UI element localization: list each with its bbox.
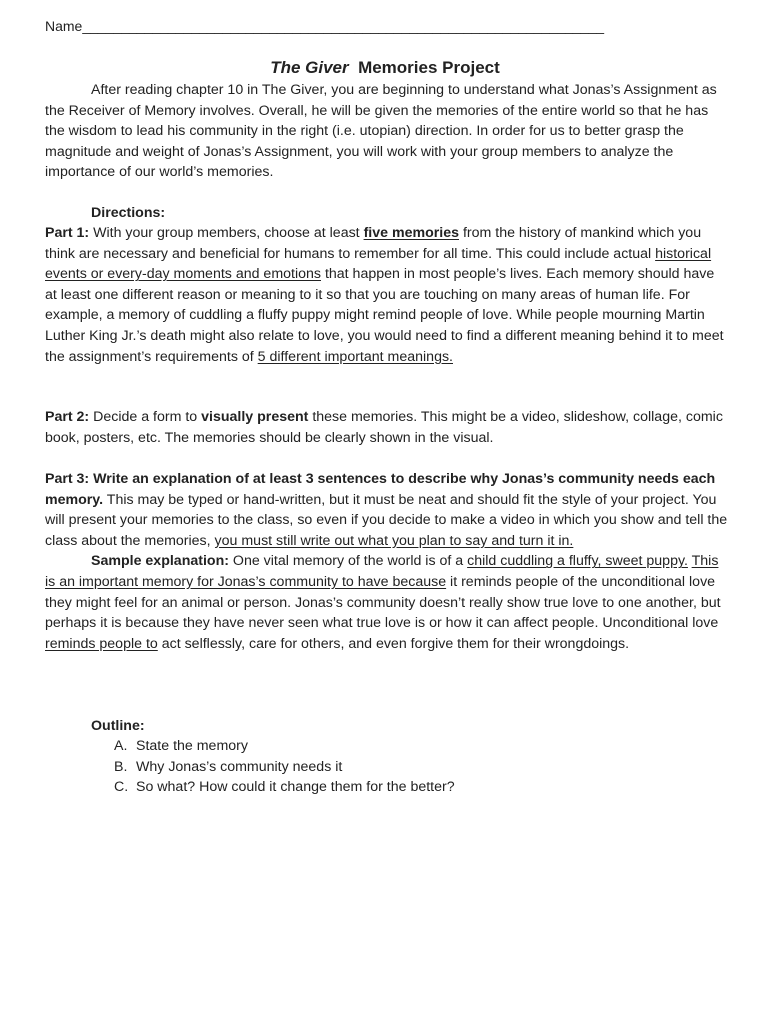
five-memories: five memories	[363, 225, 459, 241]
name-field[interactable]	[45, 18, 604, 34]
part2-label: Part 2:	[45, 409, 90, 425]
list-item: C. So what? How could it change them for the better?	[114, 779, 455, 796]
title-rest: Memories Project	[358, 58, 500, 77]
outline-heading: Outline:	[91, 718, 145, 734]
list-item: B. Why Jonas’s community needs it	[114, 758, 343, 775]
list-item: A. State the memory	[114, 738, 248, 755]
intro-paragraph: After reading chapter 10 in The Giver, you are beginning to understand what Jonas’s Assignment as the Receiver of Memory involves. Overall, he will be given the memories of the entire world so that he has the wisdom to lead his community in the right (i.e. utopian) direction. In order for us to better grasp the magnitude and weight of Jonas’s Assignment, you will work with your group members to analyze the importance of our world’s memories.	[45, 82, 717, 181]
name-label: Name	[45, 18, 83, 34]
part3-label: Part 3: Write an explanation of at least 3 sentences to describe why Jonas’s community needs each memory.	[45, 471, 716, 508]
page-title	[0, 58, 770, 78]
sample-label: Sample explanation:	[91, 553, 229, 570]
name-blank: ___________________________________________________________________	[82, 18, 605, 34]
title-book: The Giver	[270, 58, 349, 77]
outline-section	[91, 716, 455, 798]
directions-heading: Directions:	[91, 205, 166, 221]
part1-paragraph: Part 1: With your group members, choose at least five memories from the history of mankind which you think are necessary and beneficial for humans to remember for all time. This could include actual historical events or every-day moments and emotions that happen in most people’s lives. Each memory should have at least one different reason or meaning to it so that you are touching on many areas of human life. For example, a memory of cuddling a fluffy puppy might remind people of love. While people mourning Martin Luther King Jr.’s death might also relate to love, you would need to find a different meaning behind it to meet the assignment’s requirements of 5 different important meanings.	[45, 225, 724, 365]
part3-paragraph: Part 3: Write an explanation of at least 3 sentences to describe why Jonas’s community needs each memory. This may be typed or hand-written, but it must be neat and should fit the style of your project. You will present your memories to the class, so even if you decide to make a video in which you show and tell the class about the memories, you must still write out what you plan to say and turn it in. Sample explanation: One vital memory of the world is of a child cuddling a fluffy, sweet puppy. This is an important memory for Jonas’s community to have because it reminds people of the unconditional love they might feel for an animal or person. Jonas’s community doesn’t really show true love to one another, but perhaps it is because they have never seen what true love is or how it can affect people. Unconditional love reminds people to act selflessly, care for others, and even forgive them for their wrongdoings.	[45, 471, 728, 652]
part2-paragraph: Part 2: Decide a form to visually present these memories. This might be a video, slideshow, collage, comic book, posters, etc. The memories should be clearly shown in the visual.	[45, 409, 723, 446]
part1-label: Part 1:	[45, 225, 90, 241]
